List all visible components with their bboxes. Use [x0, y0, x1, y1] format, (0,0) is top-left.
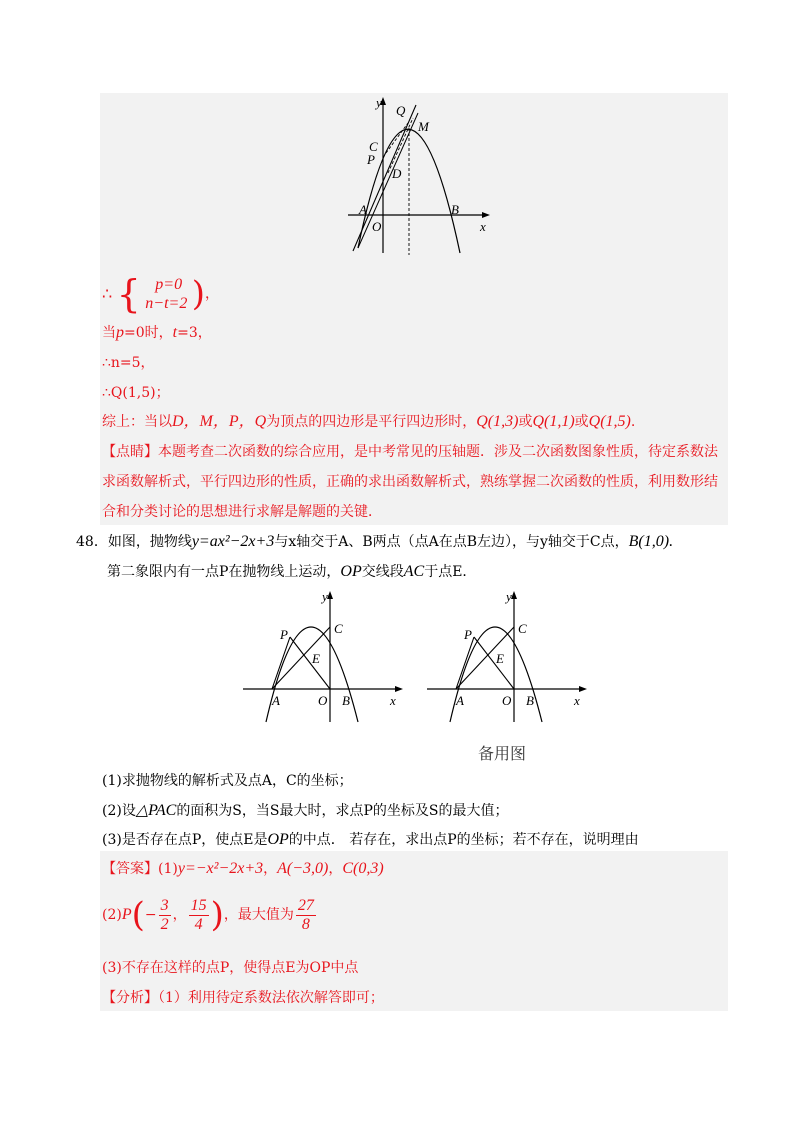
analysis-line: 【分析】（1）利用待定系数法依次解答即可；	[102, 990, 384, 1006]
answer-line-3: (3)不存在这样的点P，使得点E为OP中点	[102, 960, 359, 976]
figure-parabola-main	[238, 587, 408, 727]
fig3-label-E: E	[496, 651, 504, 666]
system-eq1: p=0	[155, 276, 183, 293]
fig3-label-x: x	[574, 693, 580, 708]
fig1-label-x: x	[480, 219, 486, 234]
figure-parabola-backup	[422, 587, 592, 727]
question-number: 48．	[76, 534, 108, 550]
answer-p-y-fraction: $\frac{15}{4}$	[190, 896, 207, 933]
fig1-label-O: O	[372, 219, 382, 234]
solution-line-3: ∴n=5，	[102, 355, 155, 371]
question-48-stem-1: 48．如图，抛物线y=ax²−2x+3与x轴交于A、B两点（点A在点B左边），与y轴交于C点，B(1,0).	[76, 533, 674, 550]
question-48-part-3: (3)是否存在点P，使点E是OP的中点． 若存在，求出点P的坐标；若不存在，说明理由	[102, 831, 639, 848]
answer-line-1: 【答案】(1)y=−x²−2x+3，A(−3,0)，C(0,3)	[102, 860, 384, 877]
system-equation-line: ∴ { p=0 n−t=2 )，	[102, 272, 220, 316]
answer-tag: 【答案】	[102, 861, 158, 877]
fig2-label-y: y	[322, 589, 328, 604]
answer-p-x-fraction: $\frac{3}{2}$	[160, 896, 169, 933]
answer-line-2: (2)P(− $\frac{3}{2}$ ， $\frac{15}{4}$ )，最大值为 $\frac{27}{8}$	[102, 895, 314, 935]
fig1-label-A: A	[359, 202, 367, 217]
fig1-label-M: M	[418, 119, 429, 134]
fig2-label-A: A	[272, 693, 280, 708]
fig2-label-O: O	[318, 693, 328, 708]
fig3-label-P: P	[464, 627, 472, 642]
fig3-label-y: y	[506, 589, 512, 604]
question-48-part-1: (1)求抛物线的解析式及点A，C的坐标；	[102, 773, 353, 789]
fig1-label-Q: Q	[396, 103, 406, 118]
fig2-label-C: C	[334, 621, 343, 636]
fig1-label-P: P	[367, 152, 375, 167]
figure-parabola-parallelogram	[338, 93, 498, 263]
fig2-label-x: x	[390, 693, 396, 708]
fig3-label-A: A	[456, 693, 464, 708]
fig2-label-P: P	[280, 627, 288, 642]
fig1-label-y: y	[376, 95, 382, 110]
fig3-label-B: B	[526, 693, 534, 708]
answer-max-fraction: $\frac{27}{8}$	[297, 896, 314, 933]
comment-line-1: 【点睛】本题考查二次函数的综合应用，是中考常见的压轴题．涉及二次函数图象性质，待定系数法	[102, 444, 718, 460]
system-eq2: n−t=2	[145, 295, 188, 312]
fig2-label-B: B	[342, 693, 350, 708]
fig3-label-C: C	[518, 621, 527, 636]
question-48-part-2: (2)设△PAC的面积为S，当S最大时，求点P的坐标及S的最大值；	[102, 802, 509, 819]
fig2-label-E: E	[312, 651, 320, 666]
comment-line-2: 求函数解析式，平行四边形的性质，正确的求出函数解析式，熟练掌握二次函数的性质，利用数形结	[102, 474, 718, 490]
comment-line-3: 合和分类讨论的思想进行求解是解题的关键．	[102, 504, 382, 520]
fig3-label-O: O	[502, 693, 512, 708]
fig1-label-C: C	[369, 139, 378, 154]
solution-line-4: ∴Q(1,5)；	[102, 385, 170, 401]
fig1-label-D: D	[392, 166, 402, 181]
backup-figure-caption: 备用图	[478, 744, 527, 763]
solution-summary: 综上：当以D，M，P，Q为顶点的四边形是平行四边形时，Q(1,3)或Q(1,1)或Q(1,5).	[102, 413, 636, 430]
question-48-stem-2: 第二象限内有一点P在抛物线上运动，OP交线段AC于点E．	[107, 563, 477, 580]
fig1-label-B: B	[451, 202, 459, 217]
solution-line-2: 当p=0时，t=3，	[102, 324, 212, 341]
